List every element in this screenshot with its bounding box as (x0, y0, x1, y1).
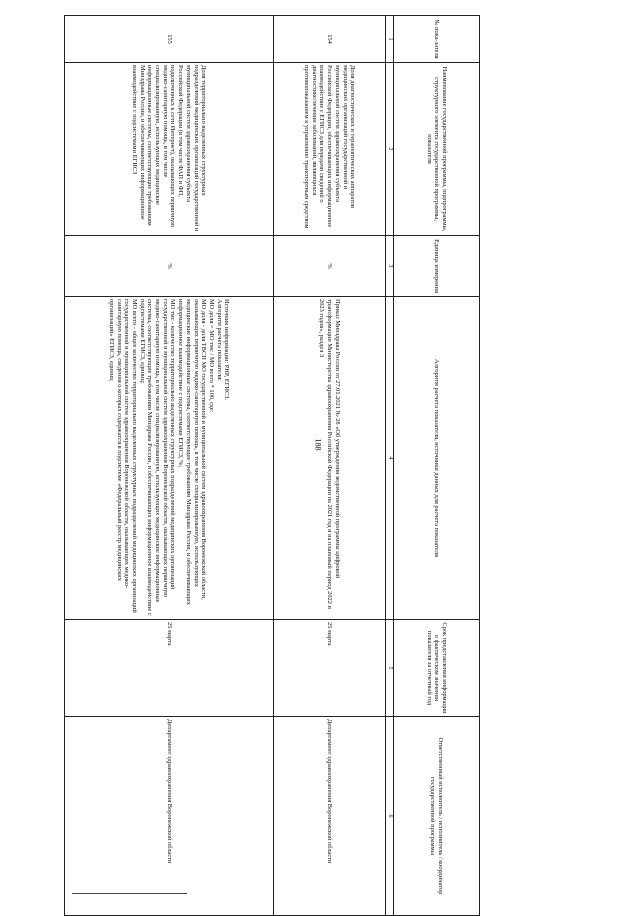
page-number: 188 (313, 438, 323, 451)
row-num: 155 (64, 16, 273, 63)
column-number-row (385, 16, 393, 916)
header-algorithm: Алгоритм расчета показателя, источники данных для расчета показателя (394, 297, 480, 620)
row-name: Доля территориально выделенных структурных подразделений медицинских организаций государственной и муниципальной систем здравоохранения субъекта Российской Федерации (в том числе ФАП и ФП, подключенных к сети Интернет), оказывающих первичную медико-санитарную помощь, в том числе специализированную, использующих медицинские информационные системы, соответствующие требованиям Минздрава России, и обеспечивающих информационное взаимодействие с подсистемами ЕГИСЗ (64, 63, 273, 236)
header-deadline: Срок представления информации о фактическом значении показателя за отчетный год (394, 620, 480, 717)
rotated-landscape-page (65, 15, 480, 895)
row-unit: % (64, 236, 273, 297)
column-number: 2 (385, 63, 393, 236)
algorithm-line: Источник информации: РНР, ЕГИСЗ. (223, 299, 231, 401)
indicator-table (64, 15, 480, 916)
algorithm-line: МО доля - доля ТВСП МО государственной и муниципальной систем здравоохранения Воронежской области, оказывающих первичную медико-санитарную помощь, в том числе специализированную, использующих медицинские информационные системы, соответствующие требованиям Минздрава России, и обеспечивающих информационное взаимодействие с подсистемами ЕГИСЗ, %; (177, 299, 208, 605)
header-unit: Единица измерения (394, 236, 480, 297)
row-algorithm (64, 297, 273, 620)
row-algorithm: Приказ Минздрава России от 27.01.2021 № 28 «Об утверждении ведомственной программы цифровой трансформации Министерства здравоохранения Российской Федерации на 2021 год и на плановый период 2022 и 2023 годов», раздел 3 (273, 297, 385, 620)
row-deadline: 25 марта (64, 620, 273, 717)
row-responsible: Департамент здравоохранения Воронежской области (273, 717, 385, 916)
row-name: Доля диагностических и терапевтических аппаратов медицинских организаций государственной и муниципальной систем здравоохранения субъекта Российской Федерации, обеспечивающих информационное взаимодействие с ЕГИСЗ для передачи сведений о диагностике/лечении заболеваний, являющихся противопоказанием к управлению транспортным средством (273, 63, 385, 236)
header-num: № пока-зателя (394, 16, 480, 63)
footer-rule (72, 893, 187, 894)
row-deadline: 25 марта (273, 620, 385, 717)
table-row (273, 16, 385, 916)
row-unit: % (273, 236, 385, 297)
column-number: 6 (385, 717, 393, 916)
header-name: Наименование государственной программы, подпрограммы, структурного элемента государственной программы, показателя (394, 63, 480, 236)
column-number: 4 (385, 297, 393, 620)
row-num: 154 (273, 16, 385, 63)
algorithm-line: МО доля = МО тмс / МО всего * 100, где: (207, 299, 215, 413)
algorithm-line: МО всего - общее количество территориально выделенных структурных подразделений медицинских организаций государственной и муниципальной систем здравоохранения Воронежской области, оказывающих медико-санитарную помощь, сведения о которых содержатся в подсистеме «Федеральный реестр медицинских организаций» ЕГИСЗ, единиц (108, 299, 139, 613)
header-responsible: Ответственный исполнитель / исполнитель / координатор государственной программы (394, 717, 480, 916)
row-responsible: Департамент здравоохранения Воронежской области (64, 717, 273, 916)
column-number: 1 (385, 16, 393, 63)
table-row (64, 16, 273, 916)
algorithm-line: МО тмс - количество территориально выделенных структурных подразделений медицинских организаций государственной и муниципальной систем здравоохранения Воронежской области, оказывающих первичную медико-санитарную помощь, в том числе специализированную, использующих медицинские информационные системы, соответствующие требованиям Минздрава России, и обеспечивающих информационное взаимодействие с подсистемами ЕГИСЗ, единиц; (138, 299, 177, 616)
algorithm-line: Алгоритм расчета показателя: (215, 299, 223, 381)
column-number: 5 (385, 620, 393, 717)
table-header-row (394, 16, 480, 916)
column-number: 3 (385, 236, 393, 297)
